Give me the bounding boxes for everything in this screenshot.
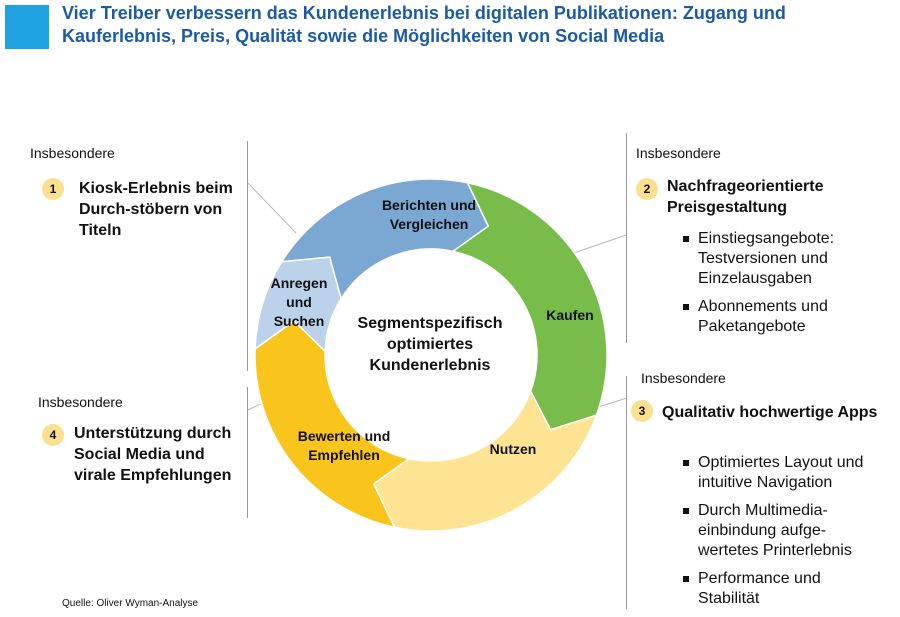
driver-2-bullet-2: Abonnements und Paketangebote [681, 297, 856, 337]
driver-2-bullet-list [681, 229, 856, 345]
driver-3-bullet-list [681, 453, 893, 617]
driver-3-bullet-1: Optimiertes Layout und intuitive Navigation [681, 453, 893, 493]
source-note: Quelle: Oliver Wyman-Analyse [62, 598, 199, 609]
connector-line-2 [574, 235, 626, 253]
page-title: Vier Treiber verbessern das Kundenerlebnis bei digitalen Publikationen: Zugang und Kauferlebnis, Preis, Qualität sowie die Möglichkeiten von Social Media [62, 3, 786, 46]
driver-1-heading: Kiosk-Erlebnis beim Durch-stöbern von Titeln [79, 180, 233, 239]
segment-label-kaufen: Kaufen [546, 307, 594, 323]
driver-4-label: Insbesondere [38, 394, 123, 410]
driver-4-number-badge: 4 [42, 424, 64, 446]
wheel-center-label: Segmentspezifisch optimiertes Kundenerlebnis [357, 315, 503, 374]
driver-1-number-badge: 1 [42, 178, 64, 200]
driver-2-heading: Nachfrageorientierte Preisgestaltung [667, 178, 824, 216]
driver-2-bullet-1: Einstiegsangebote: Testversionen und Einzelausgaben [681, 229, 856, 289]
driver-2-number-badge: 2 [636, 178, 658, 200]
driver-2-label: Insbesondere [636, 145, 721, 161]
driver-3-bullet-2: Durch Multimedia-einbindung aufge-wertetes Printerlebnis [681, 501, 863, 561]
driver-3-number-badge: 3 [631, 400, 653, 422]
driver-4-heading: Unterstützung durch Social Media und virale Empfehlungen [74, 425, 232, 484]
driver-1-label: Insbesondere [30, 145, 115, 161]
driver-3-label: Insbesondere [641, 370, 726, 386]
driver-3-bullet-3: Performance und Stabilität [681, 569, 863, 609]
connector-line-1 [248, 183, 296, 233]
divider-line-2 [626, 133, 627, 343]
segment-label-anregen: Anregen und Suchen [270, 275, 328, 329]
segment-label-nutzen: Nutzen [489, 441, 537, 457]
divider-line-1 [247, 141, 248, 371]
driver-3-heading: Qualitativ hochwertige Apps [662, 404, 878, 421]
divider-line-3 [626, 376, 627, 609]
segment-label-bewerten: Bewerten und Empfehlen [297, 428, 391, 463]
divider-line-4 [247, 387, 248, 518]
segment-label-berichten: Berichten und Vergleichen [381, 197, 477, 232]
